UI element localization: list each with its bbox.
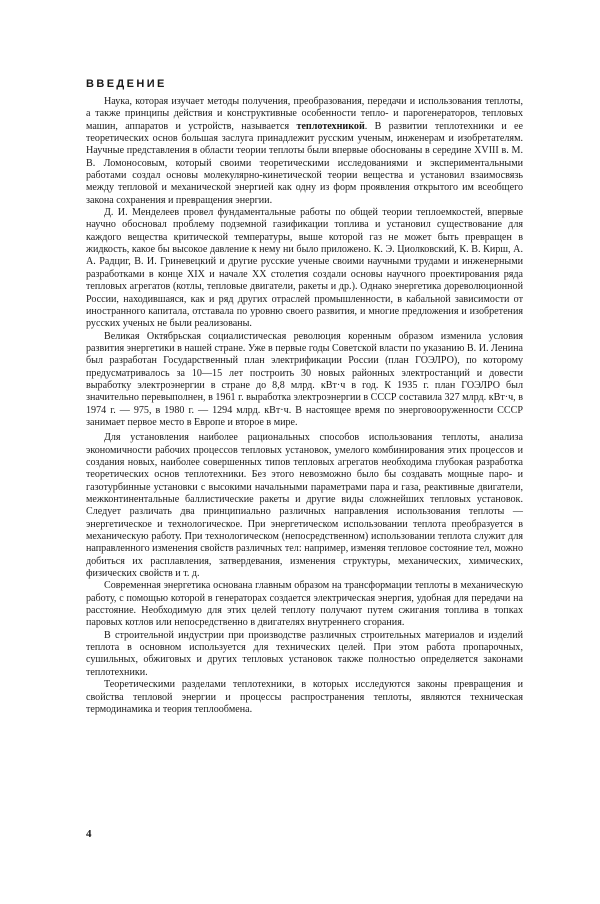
paragraph-1-text-cont: . В развитии теплотехники и ее теоретических основ большая заслуга принадлежит русским ученым, инженерам и изобретателям. Научные представления в области теории теплоты были впервые обоснованы в середине XVIII в. М. В. Ломоносовым, который своими теоретическими исследованиями и экспериментальными работами создал основы молекулярно-кинетической теории вещества и установил взаимосвязь между тепловой и механической энергией как одну из форм проявления открытого им всеобщего закона сохранения и превращения энергии. xyxy=(86,120,524,206)
paragraph-5: Современная энергетика основана главным образом на трансформации теплоты в механическую работу, с помощью которой в генераторах создается электрическая энергия, удобная для передачи на расстояние. Необходимую для этих целей теплоту получают путем сжигания топлива в топках паровых котлов или непосредственно в двигателях внутреннего сгорания. xyxy=(86,580,523,629)
paragraph-4: Для установления наиболее рациональных способов использования теплоты, анализа экономичности рабочих процессов тепловых установок, умелого комбинирования этих процессов и создания новых, наиболее совершенных типов тепловых агрегатов необходима глубокая разработка теоретических основ теплотехники. Без этого невозможно было бы создавать мощные паро- и газотурбинные установки с высокими начальными параметрами пара и газа, реактивные двигатели, межконтинентальные баллистические ракеты и другие виды сложнейших тепловых установок. Следует различать два принципиально различных направления использования теплоты — энергетическое и технологическое. При энергетическом использовании теплота преобразуется в механическую работу. При технологическом (непосредственном) использовании теплота служит для направленного изменения свойств различных тел: например, изменяя тепловое состояние тел, можно добиться их расплавления, затвердевания, изменения структуры, механических, химических, физических свойств и т. д. xyxy=(86,432,523,580)
paragraph-7: Теоретическими разделами теплотехники, в которых исследуются законы превращения и свойства тепловой энергии и процессы распространения теплоты, являются техническая термодинамика и теория теплообмена. xyxy=(86,679,523,715)
paragraph-1 xyxy=(86,96,523,207)
paragraph-6: В строительной индустрии при производстве различных строительных материалов и изделий теплота в основном используется для технических целей. При этом работа пропарочных, сушильных, обжиговых и других тепловых установок также полностью определяется законами теплотехники. xyxy=(86,629,523,678)
page-number: 4 xyxy=(86,828,92,840)
body-text xyxy=(86,96,523,716)
paragraph-3: Великая Октябрьская социалистическая революция коренным образом изменила условия развития энергетики в нашей стране. Уже в первые годы Советской власти по указанию В. И. Ленина был разработан Государственный план электрификации России (план ГОЭЛРО), по которому предусматривалось за 10—15 лет построить 30 новых районных электростанций и довести выработку электроэнергии в стране до 8,8 млрд. кВт·ч в год. К 1935 г. план ГОЭЛРО был значительно перевыполнен, в 1961 г. выработка электроэнергии в СССР составила 327 млрд. кВт·ч, в 1974 г. — 975, в 1980 г. — 1294 млрд. кВт·ч. В настоящее время по энерговооруженности СССР занимает первое место в Европе и второе в мире. xyxy=(86,330,523,428)
bold-term: теплотехникой xyxy=(296,120,365,132)
paragraph-1-text: Наука, которая изучает методы получения, преобразования, передачи и использования теплоты, а также принципы действия и конструктивные особенности тепло- и парогенераторов, тепловых машин, аппаратов и устройств, называется xyxy=(86,96,523,132)
section-heading: ВВЕДЕНИЕ xyxy=(86,78,167,90)
paragraph-2: Д. И. Менделеев провел фундаментальные работы по общей теории теплоемкостей, впервые научно обосновал проблему подземной газификации топлива и установил существование для каждого вещества критической температуры, выше которой газ не может быть превращен в жидкость, какое бы высокое давление к нему ни было приложено. К. Э. Циолковский, К. В. Кирш, А. А. Радциг, В. И. Гриневецкий и другие русские ученые своими научными трудами и инженерными разработками в конце XIX и начале XX столетия создали основы научного проектирования ряда тепловых агрегатов (котлы, тепловые двигатели, ракеты и др.). Однако энергетика дореволюционной России, находившаяся, как и ряд других отраслей промышленности, в кабальной зависимости от иностранного капитала, отставала по уровню своего развития, и многие предложения и изобретения русских ученых не были реализованы. xyxy=(86,207,523,330)
